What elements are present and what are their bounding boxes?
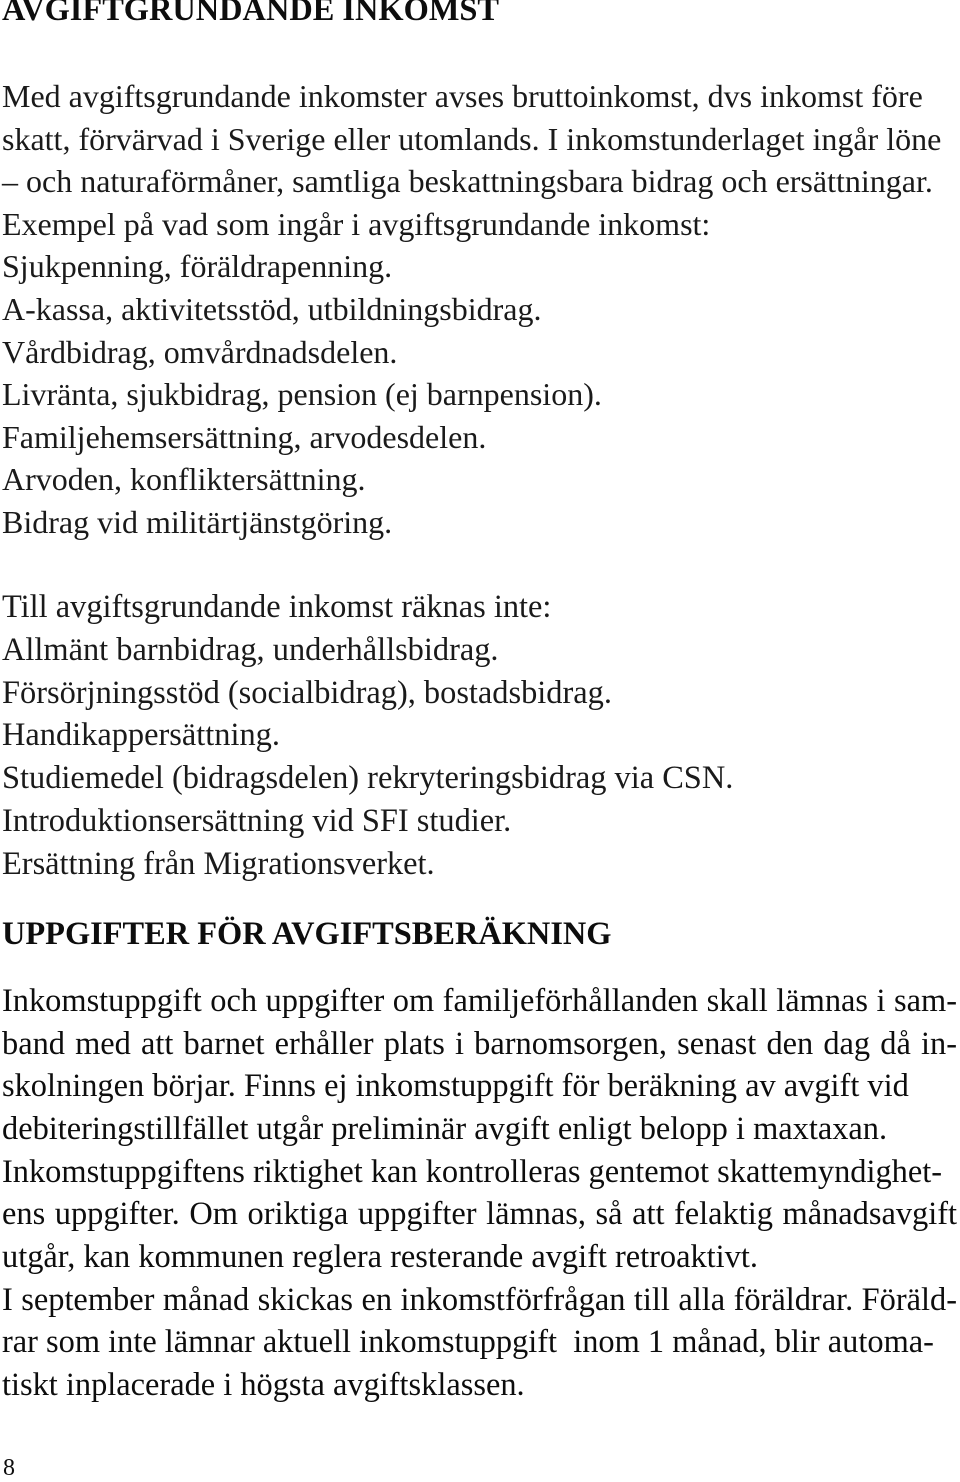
excluded-item: Introduktionsersättning vid SFI studier.: [2, 802, 512, 839]
excluded-item: Handikappersättning.: [2, 717, 280, 754]
paragraph-line: ens uppgifter. Om oriktiga uppgifter lämnas, så att felaktig månadsavgift: [2, 1196, 957, 1233]
paragraph-line: Inkomstuppgiftens riktighet kan kontrolleras gentemot skattemyndighet-: [2, 1153, 943, 1190]
excluded-lead: Till avgiftsgrundande inkomst räknas inte:: [2, 589, 552, 625]
excluded-item: Försörjningsstöd (socialbidrag), bostadsbidrag.: [2, 674, 612, 711]
included-item: Bidrag vid militärtjänstgöring.: [2, 503, 393, 540]
paragraph-line: I september månad skickas en inkomstförfrågan till alla föräldrar. Föräld-: [2, 1281, 957, 1318]
paragraph-line: debiteringstillfället utgår preliminär avgift enligt belopp i maxtaxan.: [2, 1111, 888, 1148]
included-item: Livränta, sjukbidrag, pension (ej barnpension).: [2, 376, 602, 413]
included-item: Vårdbidrag, omvårdnadsdelen.: [2, 333, 398, 370]
intro-line: skatt, förvärvad i Sverige eller utomlands. I inkomstunderlaget ingår löne: [2, 120, 942, 157]
section-heading-fee-information: UPPGIFTER FÖR AVGIFTSBERÄKNING: [2, 916, 612, 952]
excluded-item: Studiemedel (bidragsdelen) rekryteringsbidrag via CSN.: [2, 760, 734, 797]
excluded-item: Ersättning från Migrationsverket.: [2, 845, 435, 882]
section-heading-income: AVGIFTGRUNDANDE INKOMST: [2, 0, 500, 28]
excluded-item: Allmänt barnbidrag, underhållsbidrag.: [2, 631, 499, 668]
page-number: 8: [3, 1455, 15, 1481]
included-item: Familjehemsersättning, arvodesdelen.: [2, 418, 487, 455]
paragraph-line: tiskt inplacerade i högsta avgiftsklassen.: [2, 1367, 525, 1404]
included-item: Arvoden, konfliktersättning.: [2, 461, 366, 498]
included-item: A-kassa, aktivitetsstöd, utbildningsbidrag.: [2, 290, 542, 327]
excluded-income-block: [2, 586, 957, 886]
paragraph-line: Inkomstuppgift och uppgifter om familjeförhållanden skall lämnas i sam-: [2, 983, 957, 1019]
intro-line: Med avgiftsgrundande inkomster avses bruttoinkomst, dvs inkomst före: [2, 78, 923, 114]
paragraph-line: skolningen börjar. Finns ej inkomstuppgift för beräkning av avgift vid: [2, 1068, 909, 1105]
income-definition-block: [2, 75, 957, 544]
intro-line: – och naturaförmåner, samtliga beskattningsbara bidrag och ersättningar.: [2, 163, 933, 200]
included-item: Sjukpenning, föräldrapenning.: [2, 248, 393, 285]
paragraph-line: utgår, kan kommunen reglera resterande avgift retroaktivt.: [2, 1239, 758, 1276]
paragraph-line: rar som inte lämnar aktuell inkomstuppgift inom 1 månad, blir automa-: [2, 1324, 934, 1361]
included-lead: Exempel på vad som ingår i avgiftsgrundande inkomst:: [2, 205, 711, 242]
paragraph-line: band med att barnet erhåller plats i barnomsorgen, senast den dag då in-: [2, 1025, 957, 1062]
fee-information-paragraph: [2, 980, 957, 1407]
